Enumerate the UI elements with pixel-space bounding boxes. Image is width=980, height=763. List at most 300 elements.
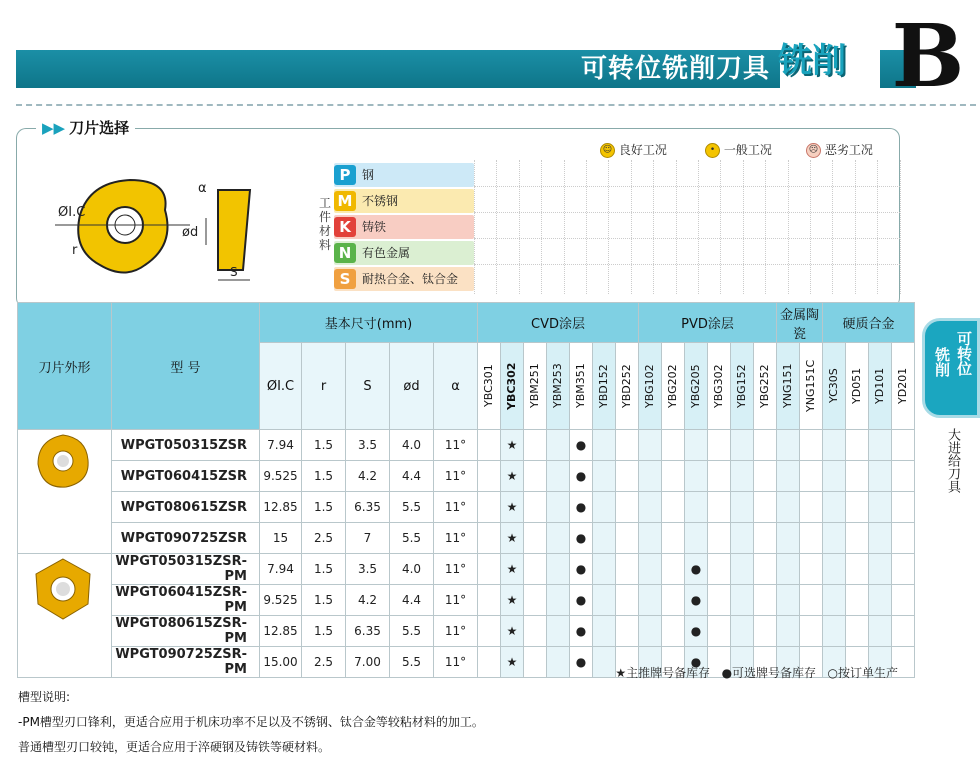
grade-header: [869, 343, 892, 430]
col-dims: 基本尺寸(mm): [260, 303, 478, 343]
grade-cell: [892, 492, 915, 523]
grade-label: YD101: [873, 367, 886, 405]
grade-cell: [547, 616, 570, 647]
grade-cell: ★: [501, 647, 524, 678]
grade-cell: [892, 554, 915, 585]
grade-cell: [708, 461, 731, 492]
grade-cell: [662, 461, 685, 492]
grid-line: [519, 160, 520, 294]
material-name: 钢: [362, 168, 375, 182]
grade-cell: [754, 430, 777, 461]
grade-cell: [524, 585, 547, 616]
legend-bad-label: 恶劣工况: [824, 143, 873, 157]
grid-line: [496, 160, 497, 294]
grade-cell: [754, 461, 777, 492]
grade-header: [685, 343, 708, 430]
page-title: 可转位铣削刀具: [580, 54, 770, 84]
grid-line: [541, 160, 542, 294]
grade-cell: [547, 554, 570, 585]
grid-line: [586, 160, 587, 294]
grade-cell: [892, 585, 915, 616]
table-row: [18, 461, 915, 492]
grade-cell: [685, 461, 708, 492]
legend-normal: [705, 142, 772, 158]
smile-face-icon: ☺: [600, 143, 615, 158]
legend-normal-label: 一般工况: [723, 143, 772, 157]
grade-cell: [754, 616, 777, 647]
material-code: N: [334, 243, 356, 263]
grade-cell: [731, 523, 754, 554]
grade-cell: [639, 554, 662, 585]
grade-cell: [777, 492, 800, 523]
grade-cell: [685, 430, 708, 461]
material-code: M: [334, 191, 356, 211]
grade-cell: [685, 523, 708, 554]
dim-cell: 2.5: [302, 647, 346, 678]
grade-label: YNG151C: [804, 359, 817, 413]
grade-header: [501, 343, 524, 430]
dim-cell: 4.0: [390, 554, 434, 585]
double-arrow-icon: ▶▶: [42, 119, 66, 137]
grade-cell: [846, 616, 869, 647]
dim-cell: 5.5: [390, 616, 434, 647]
dim-cell: 1.5: [302, 461, 346, 492]
grid-line: [474, 186, 900, 187]
material-label: 工件材料: [318, 196, 331, 252]
s-label: S: [230, 265, 238, 279]
divider: [16, 104, 976, 106]
dim-cell: 7.94: [260, 554, 302, 585]
grade-cell: [800, 585, 823, 616]
insert-diagram: [50, 170, 280, 290]
grade-header: [616, 343, 639, 430]
grid-line: [720, 160, 721, 294]
grade-cell: ●: [685, 585, 708, 616]
grade-cell: [754, 585, 777, 616]
grade-cell: ★: [501, 461, 524, 492]
grade-cell: [777, 554, 800, 585]
grade-cell: [478, 554, 501, 585]
dim-header: α: [434, 343, 478, 430]
grade-cell: ●: [685, 647, 708, 678]
grade-cell: [662, 492, 685, 523]
grade-cell: ●: [570, 430, 593, 461]
grade-cell: [777, 461, 800, 492]
dim-header: ØI.C: [260, 343, 302, 430]
grade-cell: [869, 585, 892, 616]
grade-cell: [846, 492, 869, 523]
grade-cell: [800, 523, 823, 554]
grade-cell: [593, 523, 616, 554]
table-row: [18, 554, 915, 585]
dim-header: ød: [390, 343, 434, 430]
grade-cell: ●: [685, 616, 708, 647]
dim-cell: 7: [346, 523, 390, 554]
legend-order: ○按订单生产: [827, 666, 898, 680]
grade-cell: ★: [501, 430, 524, 461]
grade-label: YBG152: [735, 364, 748, 408]
grid-line: [810, 160, 811, 294]
grade-cell: [547, 461, 570, 492]
grade-cell: [616, 492, 639, 523]
grade-cell: [892, 430, 915, 461]
grade-cell: [869, 554, 892, 585]
grade-cell: [846, 554, 869, 585]
dim-cell: 11°: [434, 585, 478, 616]
grade-cell: [800, 430, 823, 461]
grade-cell: [547, 492, 570, 523]
model-cell: WPGT060415ZSR-PM: [112, 585, 260, 616]
col-shape: 刀片外形: [18, 303, 112, 430]
grade-cell: [639, 461, 662, 492]
model-cell: WPGT090725ZSR-PM: [112, 647, 260, 678]
grade-cell: [869, 523, 892, 554]
model-cell: WPGT050315ZSR-PM: [112, 554, 260, 585]
material-row: [334, 163, 474, 187]
grid-line: [765, 160, 766, 294]
grade-cell: [662, 430, 685, 461]
grade-cell: ★: [501, 585, 524, 616]
notes-line2: 普通槽型刃口较钝，更适合应用于淬硬钢及铸铁等硬材料。: [18, 740, 331, 754]
grade-cell: ★: [501, 523, 524, 554]
dim-cell: 4.4: [390, 461, 434, 492]
grade-cell: [708, 523, 731, 554]
grade-cell: [478, 616, 501, 647]
dim-cell: 1.5: [302, 554, 346, 585]
dim-cell: 4.4: [390, 585, 434, 616]
grade-cell: [823, 585, 846, 616]
grade-cell: [823, 461, 846, 492]
table-row: [18, 523, 915, 554]
grade-cell: [478, 523, 501, 554]
grade-cell: [616, 430, 639, 461]
col-carbide: 硬质合金: [823, 303, 915, 343]
side-tab[interactable]: [922, 318, 980, 418]
legend-good-label: 良好工况: [618, 143, 667, 157]
grade-cell: [731, 554, 754, 585]
grade-header: [708, 343, 731, 430]
grade-cell: [777, 523, 800, 554]
grade-label: YBC301: [482, 364, 495, 408]
grade-cell: [662, 523, 685, 554]
grade-cell: ★: [501, 492, 524, 523]
grade-cell: [754, 492, 777, 523]
legend-good: [600, 142, 667, 158]
grade-cell: [708, 430, 731, 461]
material-row: [334, 267, 474, 291]
dim-cell: 9.525: [260, 585, 302, 616]
grade-cell: [754, 554, 777, 585]
legend-main: ★主推牌号备库存: [615, 666, 711, 680]
grade-cell: ●: [685, 554, 708, 585]
grade-cell: [547, 430, 570, 461]
grade-cell: [708, 616, 731, 647]
side-tab-text-b: 铣削: [933, 347, 951, 377]
dim-cell: 11°: [434, 523, 478, 554]
grid-line: [474, 238, 900, 239]
sad-face-icon: ☹: [806, 143, 821, 158]
grade-cell: [478, 461, 501, 492]
grade-cell: [777, 430, 800, 461]
grade-label: YBG205: [689, 364, 702, 408]
grade-header: [800, 343, 823, 430]
grade-label: YBM251: [528, 363, 541, 409]
model-cell: WPGT080615ZSR-PM: [112, 616, 260, 647]
insert-shape-standard: [34, 432, 92, 490]
grade-label: YD201: [896, 367, 909, 405]
dim-cell: 1.5: [302, 492, 346, 523]
insert-side-view: [218, 190, 250, 270]
grade-cell: [616, 461, 639, 492]
grade-label: YD051: [850, 367, 863, 405]
dim-cell: 3.5: [346, 554, 390, 585]
grade-cell: [754, 523, 777, 554]
grade-cell: [593, 616, 616, 647]
grade-cell: [547, 585, 570, 616]
grade-label: YBG252: [758, 364, 771, 408]
legend-optional: ●可选牌号备库存: [721, 666, 817, 680]
grid-line: [832, 160, 833, 294]
dim-cell: 1.5: [302, 430, 346, 461]
dim-cell: 1.5: [302, 585, 346, 616]
grade-cell: [777, 585, 800, 616]
grade-header: [754, 343, 777, 430]
grade-cell: [662, 554, 685, 585]
grade-cell: [685, 492, 708, 523]
dim-cell: 11°: [434, 616, 478, 647]
grade-header: [731, 343, 754, 430]
grade-header: [846, 343, 869, 430]
grade-cell: [731, 616, 754, 647]
dim-cell: 15.00: [260, 647, 302, 678]
grade-cell: [593, 554, 616, 585]
dim-cell: 11°: [434, 554, 478, 585]
table-row: [18, 430, 915, 461]
grade-cell: [639, 585, 662, 616]
grid-line: [788, 160, 789, 294]
dim-cell: 9.525: [260, 461, 302, 492]
grade-header: [593, 343, 616, 430]
col-model: 型 号: [112, 303, 260, 430]
grade-label: YBG102: [643, 364, 656, 408]
model-cell: WPGT090725ZSR: [112, 523, 260, 554]
grade-label: YNG151: [781, 363, 794, 409]
grade-cell: [524, 492, 547, 523]
grade-cell: [892, 461, 915, 492]
grade-cell: ●: [570, 647, 593, 678]
grade-cell: [662, 585, 685, 616]
grade-cell: [869, 492, 892, 523]
dim-cell: 2.5: [302, 523, 346, 554]
dim-cell: 12.85: [260, 616, 302, 647]
col-cvd: CVD涂层: [478, 303, 639, 343]
grade-cell: [616, 554, 639, 585]
material-code: K: [334, 217, 356, 237]
grid-line: [474, 264, 900, 265]
dim-cell: 7.94: [260, 430, 302, 461]
grade-cell: [478, 492, 501, 523]
grid-line: [698, 160, 699, 294]
dim-cell: 4.0: [390, 430, 434, 461]
grade-cell: [524, 647, 547, 678]
grade-cell: [731, 430, 754, 461]
product-table: [17, 302, 915, 678]
grade-header: [547, 343, 570, 430]
material-row: [334, 241, 474, 265]
grade-cell: [639, 616, 662, 647]
grid-line: [631, 160, 632, 294]
grade-cell: ●: [570, 585, 593, 616]
grade-cell: [892, 523, 915, 554]
grade-cell: [593, 492, 616, 523]
dim-cell: 5.5: [390, 492, 434, 523]
grid-line: [474, 160, 475, 294]
section-title: 铣削: [778, 41, 846, 81]
grid-line: [653, 160, 654, 294]
grade-header: [823, 343, 846, 430]
grade-cell: [639, 492, 662, 523]
grade-cell: [593, 585, 616, 616]
material-row: [334, 215, 474, 239]
condition-grid: [474, 160, 900, 294]
grade-cell: [731, 461, 754, 492]
grade-cell: ★: [501, 554, 524, 585]
grid-line: [474, 212, 900, 213]
dim-cell: 6.35: [346, 616, 390, 647]
grid-line: [877, 160, 878, 294]
alpha-label: α: [198, 181, 207, 196]
grade-cell: [616, 616, 639, 647]
dim-cell: 1.5: [302, 616, 346, 647]
dim-cell: 4.2: [346, 461, 390, 492]
grade-cell: [524, 523, 547, 554]
grade-cell: [639, 430, 662, 461]
grade-header: [777, 343, 800, 430]
grade-cell: [639, 523, 662, 554]
stock-legend: [615, 664, 898, 681]
grade-cell: [823, 616, 846, 647]
dim-cell: 11°: [434, 430, 478, 461]
material-name: 铸铁: [362, 220, 387, 234]
selection-heading-text: 刀片选择: [69, 119, 130, 137]
grade-cell: [777, 616, 800, 647]
grade-cell: [800, 616, 823, 647]
grid-line: [743, 160, 744, 294]
grid-line: [855, 160, 856, 294]
grade-cell: [731, 492, 754, 523]
grade-cell: [524, 554, 547, 585]
notes-line1: -PM槽型刃口锋利，更适合应用于机床功率不足以及不锈钢、钛合金等较粘材料的加工。: [18, 715, 484, 729]
material-row: [334, 189, 474, 213]
grade-cell: [823, 430, 846, 461]
grade-header: [892, 343, 915, 430]
side-label: 大进给刀具: [945, 428, 960, 493]
model-cell: WPGT050315ZSR: [112, 430, 260, 461]
grade-header: [524, 343, 547, 430]
model-cell: WPGT060415ZSR: [112, 461, 260, 492]
dim-cell: 5.5: [390, 523, 434, 554]
grade-label: YBD152: [597, 364, 610, 408]
col-cermet: 金属陶瓷: [777, 303, 823, 343]
material-code: P: [334, 165, 356, 185]
grade-header: [570, 343, 593, 430]
grade-cell: [593, 430, 616, 461]
grade-cell: [869, 430, 892, 461]
grade-cell: [869, 461, 892, 492]
dim-cell: 12.85: [260, 492, 302, 523]
grade-cell: [823, 492, 846, 523]
grade-label: YBG302: [712, 364, 725, 408]
od-label: ød: [182, 225, 199, 240]
grid-line: [676, 160, 677, 294]
table-row: [18, 616, 915, 647]
dim-cell: 3.5: [346, 430, 390, 461]
table-row: [18, 492, 915, 523]
ic-label: ØI.C: [58, 205, 86, 220]
grade-cell: [593, 647, 616, 678]
material-name: 有色金属: [362, 246, 411, 260]
grade-cell: [846, 430, 869, 461]
grade-cell: ●: [570, 492, 593, 523]
dim-cell: 11°: [434, 492, 478, 523]
grade-header: [662, 343, 685, 430]
grade-cell: ●: [570, 523, 593, 554]
grade-cell: [869, 616, 892, 647]
grid-line: [900, 160, 901, 294]
section-letter: B: [891, 6, 965, 107]
grade-cell: [478, 647, 501, 678]
grade-cell: [616, 585, 639, 616]
dim-cell: 7.00: [346, 647, 390, 678]
grade-cell: ★: [501, 616, 524, 647]
grade-cell: [478, 430, 501, 461]
material-name: 不锈钢: [362, 194, 399, 208]
grade-cell: [708, 492, 731, 523]
grade-cell: [846, 523, 869, 554]
dim-cell: 15: [260, 523, 302, 554]
legend-bad: [806, 142, 873, 158]
selection-heading: [36, 118, 135, 138]
dim-cell: 4.2: [346, 585, 390, 616]
grade-cell: [662, 616, 685, 647]
grade-cell: [800, 554, 823, 585]
grade-cell: [708, 554, 731, 585]
grid-line: [564, 160, 565, 294]
dim-cell: 6.35: [346, 492, 390, 523]
dim-cell: 11°: [434, 647, 478, 678]
grade-cell: [524, 461, 547, 492]
side-tab-text-a: 可转位: [955, 331, 973, 376]
grade-label: YBM253: [551, 363, 564, 409]
grade-cell: [823, 554, 846, 585]
grade-cell: [731, 585, 754, 616]
grade-cell: [616, 523, 639, 554]
grade-label: YBM351: [574, 363, 587, 409]
table-row: [18, 585, 915, 616]
grade-cell: [547, 647, 570, 678]
grade-cell: [478, 585, 501, 616]
neutral-face-icon: •: [705, 143, 720, 158]
grid-line: [608, 160, 609, 294]
grade-cell: ●: [570, 616, 593, 647]
dim-header: r: [302, 343, 346, 430]
grade-cell: [823, 523, 846, 554]
grade-cell: ●: [570, 554, 593, 585]
grade-cell: [800, 461, 823, 492]
grade-cell: [892, 616, 915, 647]
grade-cell: [593, 461, 616, 492]
grade-cell: [708, 585, 731, 616]
